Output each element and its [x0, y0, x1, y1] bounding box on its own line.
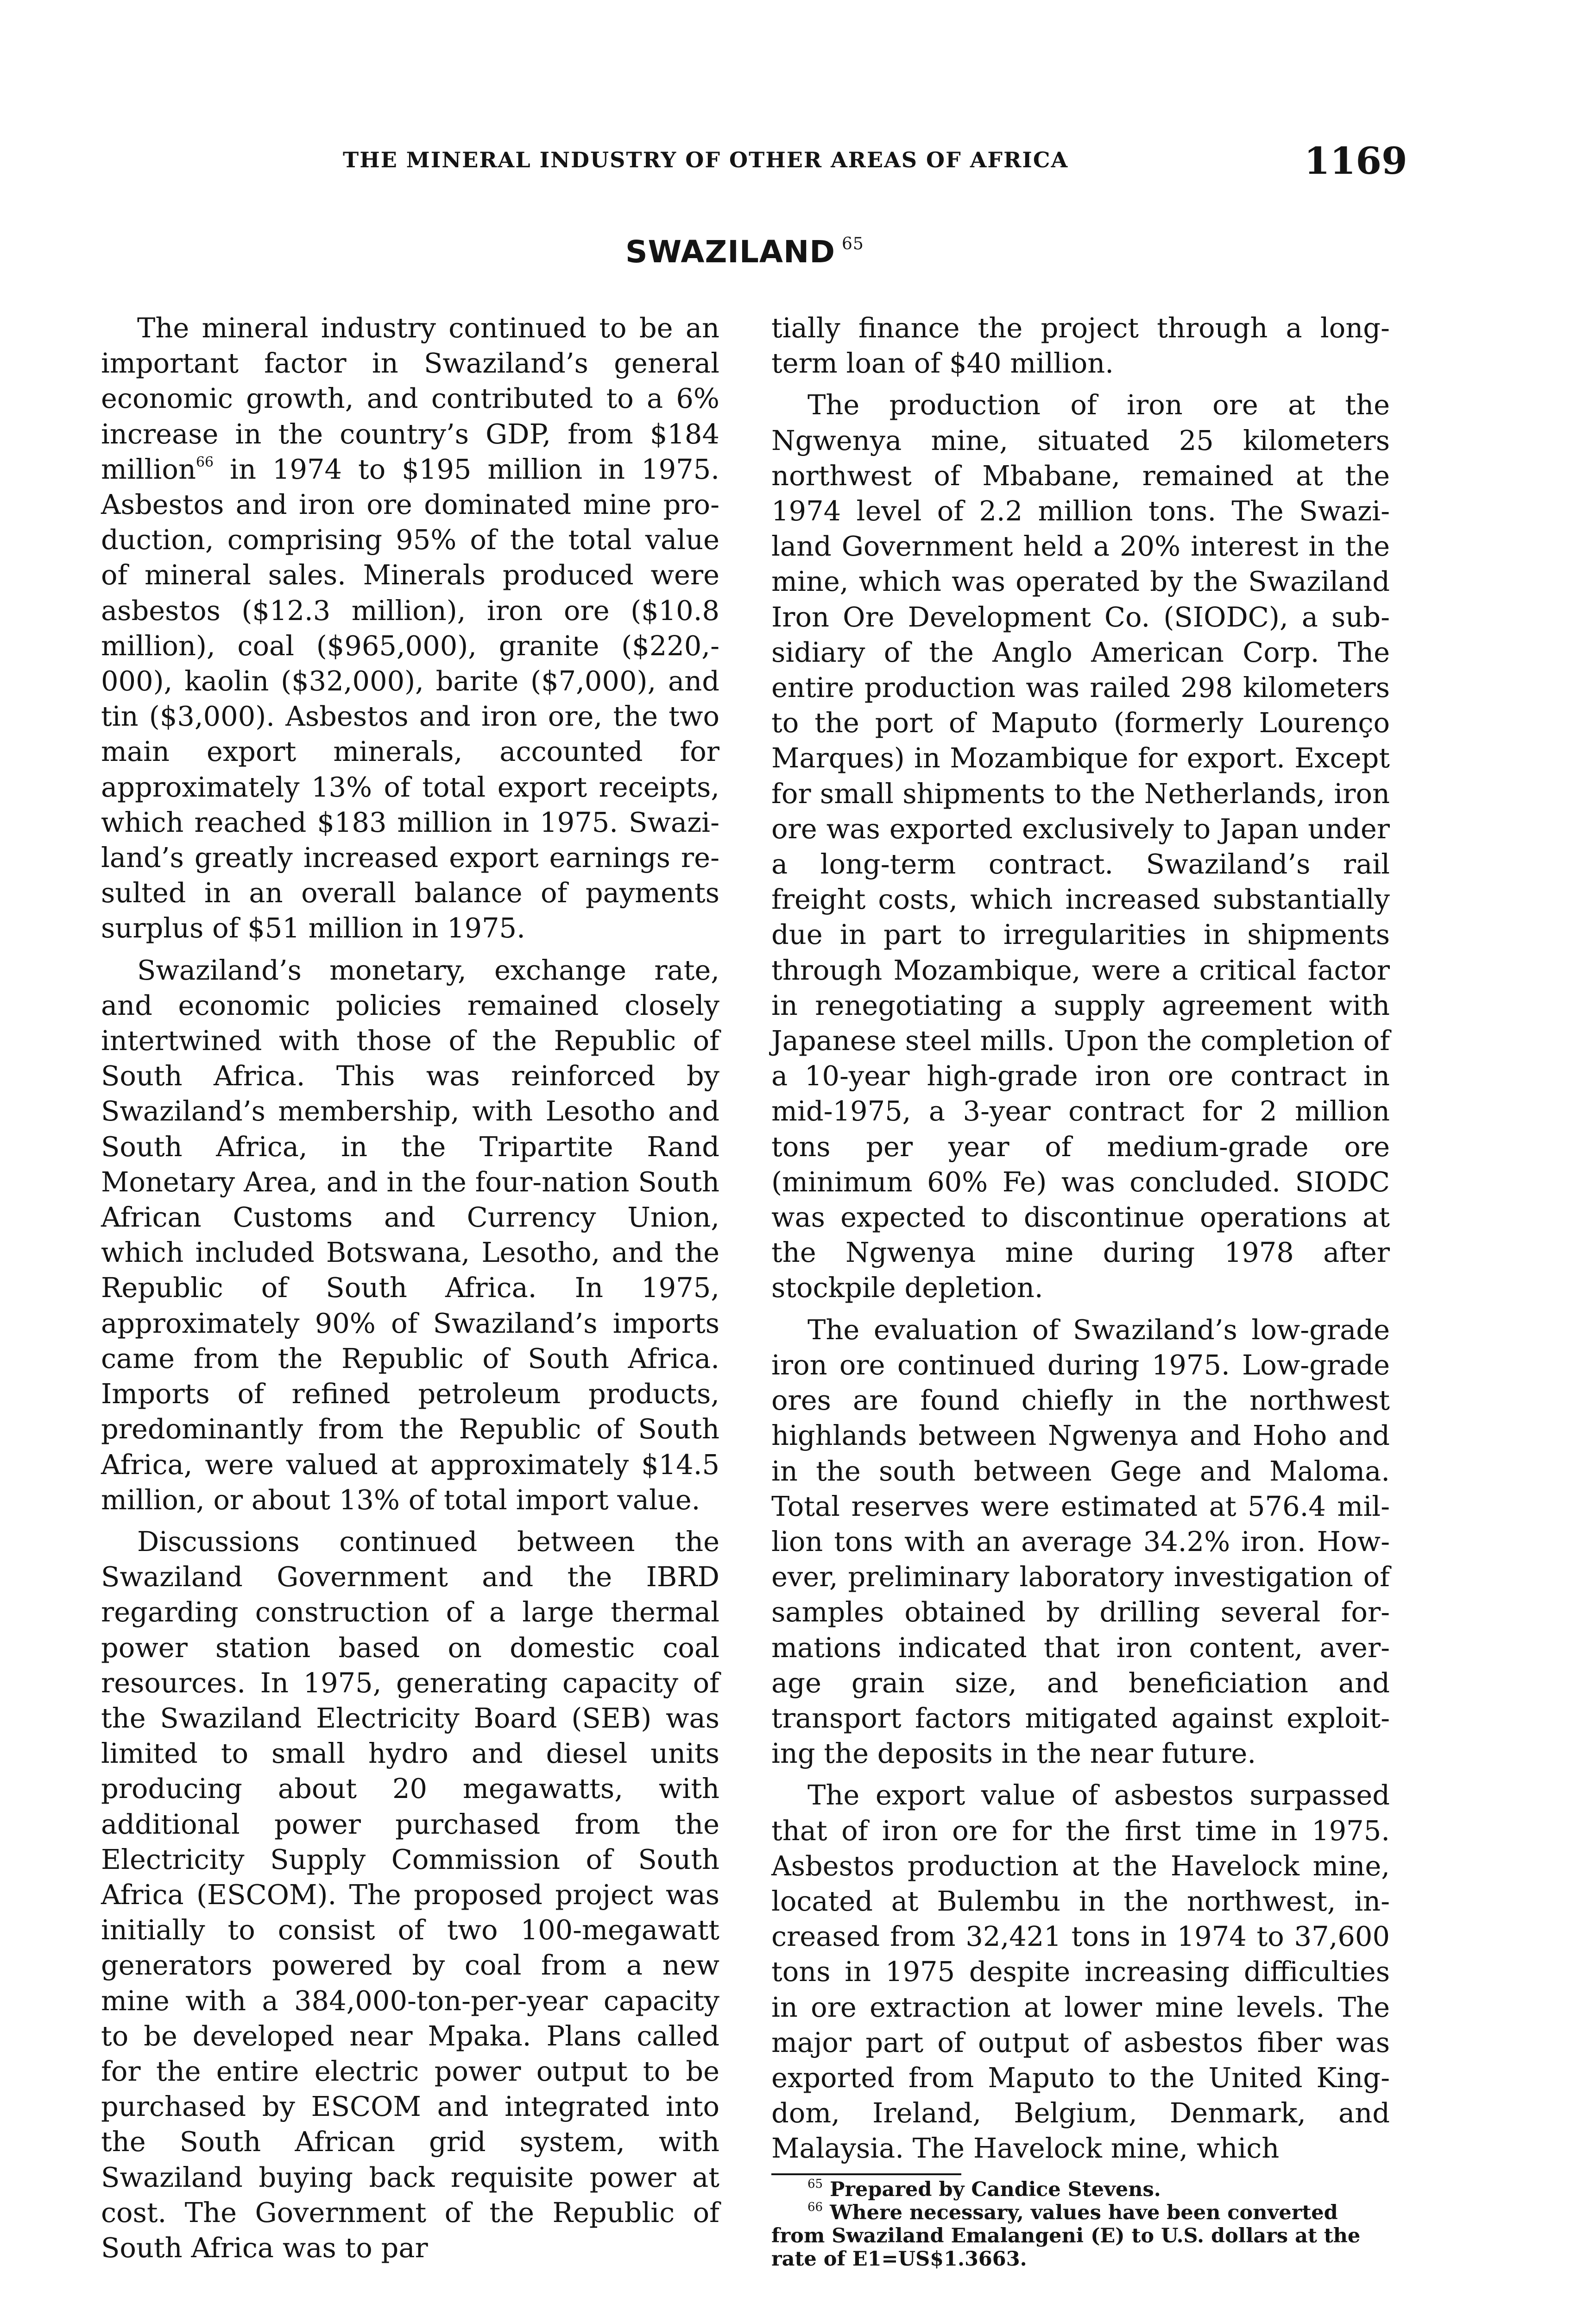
footnote-mark: 66	[807, 2200, 823, 2214]
paragraph-monetary-policy: Swaziland’s monetary, exchange rate, and economic policies remained closely intertwined with those of the Republic of South Africa. This was reinforced by Swaziland’s membership, with Lesotho and South Africa, in the Tripartite Rand Monetary Area, and in the four-nation South African Customs and Currency Union, which included Botswana, Lesotho, and the Republic of South Africa. In 1975, approximately 90% of Swaziland’s imports came from the Republic of South Africa. Imports of refined petroleum products, predominantly from the Republic of South Africa, were valued at approximately $14.5 million, or about 13% of total import value.	[101, 954, 719, 1516]
footnote-divider	[771, 2173, 961, 2175]
paragraph-text: The mineral industry continued to be an important factor in Swaziland’s general economic growth, and contributed to a 6% increase in the country’s GDP, from $184 million	[101, 312, 719, 485]
footnote-text: Prepared by Candice Stevens.	[823, 2178, 1161, 2201]
paragraph-low-grade-ore: The evaluation of Swaziland’s low-grade iron ore continued during 1975. Low-grade ores are found chiefly in the northwest highlands between Ngwenya and Hoho and in the south between Gege and Maloma. Total reserves were estimated at 576.4 million tons with an average 34.2% iron. However, preliminary laboratory investigation of samples obtained by drilling several formations indicated that iron content, average grain size, and beneficiation and transport factors mitigated against exploiting the deposits in the near future.	[771, 1313, 1390, 1770]
footnotes	[771, 2178, 1397, 2271]
page-number: 1169	[1304, 139, 1407, 183]
paragraph-text: in 1974 to $195 million in 1975. Asbestos and iron ore dominated mine production, comprising 95% of the total value of mineral sales. Minerals produced were asbestos ($12.3 million), iron ore ($10.8 million), coal ($965,000), granite ($220,000), kaolin ($32,000), barite ($7,000), and tin ($3,000). Asbestos and iron ore, the two main export minerals, accounted for approximately 13% of total export receipts, which reached $183 million in 1975. Swaziland’s greatly increased export earnings resulted in an overall balance of payments surplus of $51 million in 1975.	[101, 453, 719, 944]
footnote-65	[771, 2178, 1397, 2201]
footnote-66	[771, 2201, 1397, 2271]
right-column	[771, 310, 1390, 2173]
footnote-text: Where necessary, values have been converted from Swaziland Emalangeni (E) to U.S. dollars at the rate of E1=US$1.3663.	[771, 2201, 1361, 2271]
left-column	[101, 310, 719, 2272]
section-title	[625, 234, 864, 270]
paragraph-asbestos-export: The export value of asbestos surpassed that of iron ore for the first time in 1975. Asbestos production at the Havelock mine, located at Bulembu in the northwest, increased from 32,421 tons in 1974 to 37,600 tons in 1975 despite increasing difficulties in ore extraction at lower mine levels. The major part of output of asbestos fiber was exported from Maputo to the United Kingdom, Ireland, Belgium, Denmark, and Malaysia. The Havelock mine, which	[771, 1779, 1390, 2165]
footnote-ref-66: 66	[196, 454, 214, 470]
footnote-mark: 65	[807, 2177, 823, 2191]
running-header-title: THE MINERAL INDUSTRY OF OTHER AREAS OF AFRICA	[343, 147, 1069, 172]
section-title-text: SWAZILAND	[625, 234, 836, 270]
paragraph-continued: tially finance the project through a long-term loan of $40 million.	[771, 312, 1390, 380]
section-footnote-ref: 65	[842, 234, 864, 253]
paragraph-power-station: Discussions continued between the Swaziland Government and the IBRD regarding construction of a large thermal power station based on domestic coal resources. In 1975, generating capacity of the Swaziland Electricity Board (SEB) was limited to small hydro and diesel units producing about 20 megawatts, with additional power purchased from the Electricity Supply Commission of South Africa (ESCOM). The proposed project was initially to consist of two 100-megawatt generators powered by coal from a new mine with a 384,000-ton-per-year capacity to be developed near Mpaka. Plans called for the entire electric power output to be purchased by ESCOM and integrated into the South African grid system, with Swaziland buying back requisite power at cost. The Government of the Republic of South Africa was to par	[101, 1525, 719, 2264]
paragraph-iron-ore-production: The production of iron ore at the Ngwenya mine, situated 25 kilometers northwest of Mbabane, remained at the 1974 level of 2.2 million tons. The Swaziland Government held a 20% interest in the mine, which was operated by the Swaziland Iron Ore Development Co. (SIODC), a subsidiary of the Anglo American Corp. The entire production was railed 298 kilometers to the port of Maputo (formerly Lourenço Marques) in Mozambique for export. Except for small shipments to the Netherlands, iron ore was exported exclusively to Japan under a long-term contract. Swaziland’s rail freight costs, which increased substantially due in part to irregularities in shipments through Mozambique, were a critical factor in renegotiating a supply agreement with Japanese steel mills. Upon the completion of a 10-year high-grade iron ore contract in mid-1975, a 3-year contract for 2 million tons per year of medium-grade ore (minimum 60% Fe) was concluded. SIODC was expected to discontinue operations at the Ngwenya mine during 1978 after stockpile depletion.	[771, 389, 1390, 1304]
paragraph-mineral-industry	[101, 310, 719, 946]
